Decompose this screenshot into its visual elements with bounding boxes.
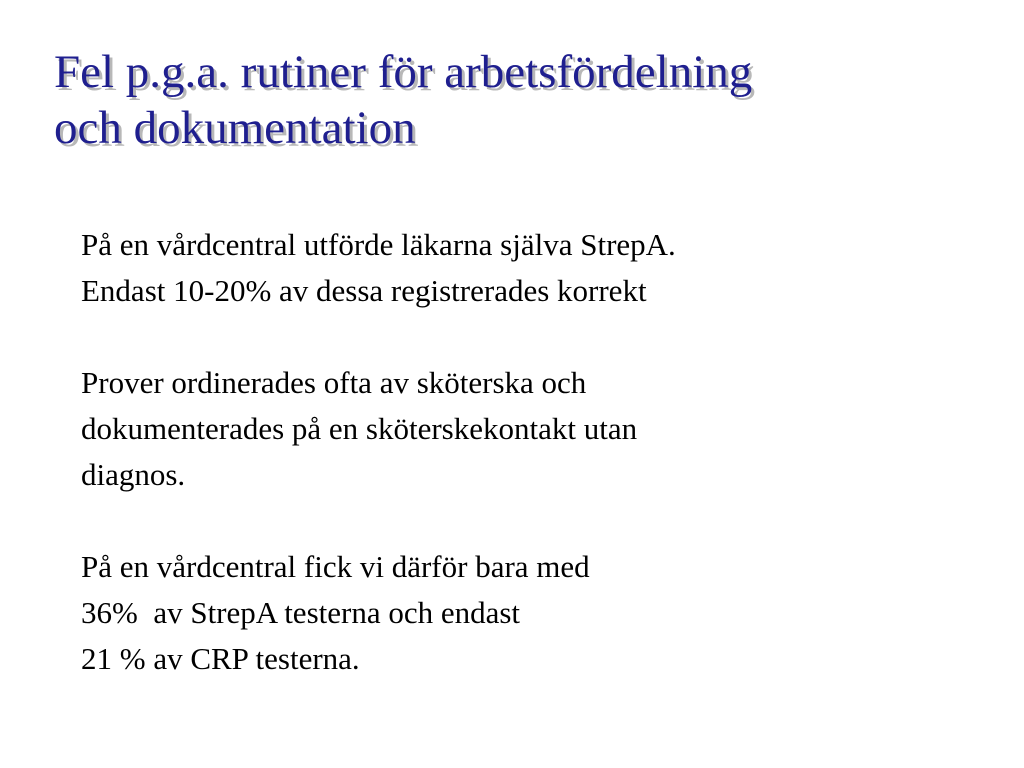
paragraph-line: Endast 10-20% av dessa registrerades korrekt bbox=[81, 273, 647, 308]
paragraph-line: På en vårdcentral fick vi därför bara med bbox=[81, 549, 590, 584]
paragraph-line: dokumenterades på en sköterskekontakt utan bbox=[81, 411, 638, 446]
paragraph-line: 21 % av CRP testerna. bbox=[81, 641, 360, 676]
paragraph-line: 36% av StrepA testerna och endast bbox=[81, 595, 521, 630]
paragraph-strepa-registration bbox=[81, 222, 1001, 314]
paragraph-line: diagnos. bbox=[81, 457, 186, 492]
slide-title-line-1: Fel p.g.a. rutiner för arbetsfördelning bbox=[54, 46, 753, 98]
paragraph-nurse-orders bbox=[81, 360, 1001, 498]
paragraph-line: Prover ordinerades ofta av sköterska och bbox=[81, 365, 587, 400]
slide-title-line-2: och dokumentation bbox=[54, 102, 416, 154]
paragraph-test-coverage bbox=[81, 544, 1001, 682]
paragraph-line: På en vårdcentral utförde läkarna själva StrepA. bbox=[81, 227, 676, 262]
slide-title bbox=[54, 44, 1004, 156]
slide-body bbox=[81, 222, 1001, 682]
